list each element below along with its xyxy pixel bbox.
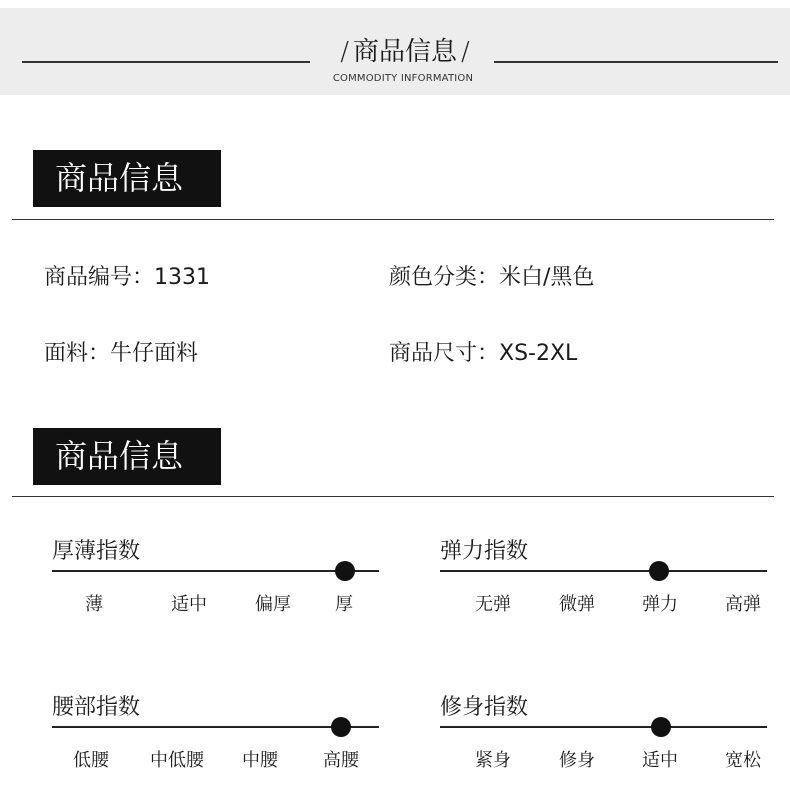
waist-option: 低腰 <box>73 750 109 771</box>
banner-slash-right: / <box>461 37 470 67</box>
section-heading-info: 商品信息 <box>33 150 221 207</box>
header-banner <box>0 8 790 95</box>
banner-divider-left <box>22 61 310 63</box>
fit-option: 宽松 <box>725 750 761 771</box>
waist-option: 中腰 <box>242 750 278 771</box>
fabric: 面料：牛仔面料 <box>44 341 199 366</box>
thickness-index-marker <box>335 561 355 581</box>
elasticity-option: 微弹 <box>559 594 595 615</box>
fit-index-track <box>440 726 767 728</box>
banner-divider-right <box>494 61 778 63</box>
fit-option: 修身 <box>559 750 595 771</box>
waist-index-title: 腰部指数 <box>52 695 141 720</box>
elasticity-option: 无弹 <box>475 594 511 615</box>
section-heading-index: 商品信息 <box>33 428 221 485</box>
waist-index-track <box>52 726 379 728</box>
thickness-option: 偏厚 <box>255 594 291 615</box>
thickness-option: 适中 <box>171 594 207 615</box>
section-divider <box>12 496 774 497</box>
elasticity-option: 弹力 <box>642 594 678 615</box>
thickness-option: 厚 <box>335 594 353 615</box>
color-category: 颜色分类：米白/黑色 <box>389 265 595 290</box>
waist-option: 高腰 <box>323 750 359 771</box>
elasticity-index-marker <box>649 561 669 581</box>
fit-option: 紧身 <box>475 750 511 771</box>
banner-subtitle: COMMODITY INFORMATION <box>332 73 474 84</box>
elasticity-index-title: 弹力指数 <box>440 539 529 564</box>
thickness-option: 薄 <box>85 594 103 615</box>
fit-option: 适中 <box>642 750 678 771</box>
product-number: 商品编号：1331 <box>44 265 210 290</box>
fit-index-title: 修身指数 <box>440 695 529 720</box>
thickness-index-title: 厚薄指数 <box>52 539 141 564</box>
waist-option: 中低腰 <box>150 750 204 771</box>
thickness-index-track <box>52 570 379 572</box>
elasticity-index-track <box>440 570 767 572</box>
elasticity-option: 高弹 <box>725 594 761 615</box>
banner-title <box>320 31 490 68</box>
banner-title-text: 商品信息 <box>352 37 457 67</box>
banner-slash-left: / <box>340 37 349 67</box>
section-divider <box>12 219 774 220</box>
fit-index-marker <box>651 717 671 737</box>
waist-index-marker <box>331 717 351 737</box>
product-size: 商品尺寸：XS-2XL <box>389 341 578 366</box>
